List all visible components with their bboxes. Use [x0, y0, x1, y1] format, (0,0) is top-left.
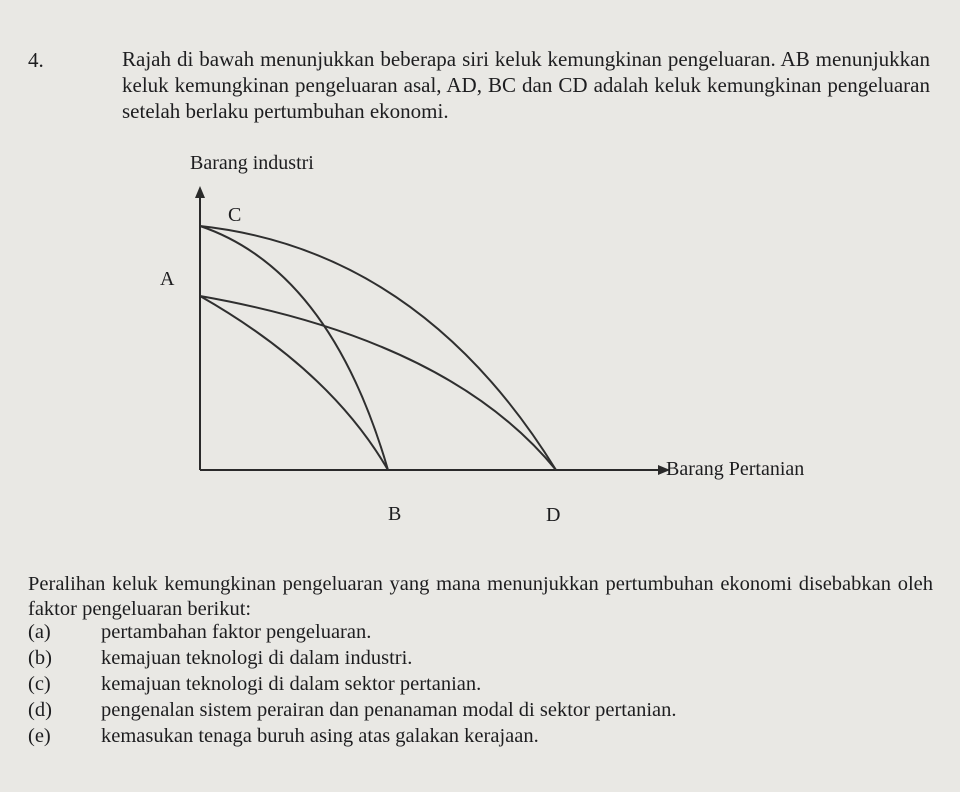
option-text: kemajuan teknologi di dalam sektor pertanian.	[101, 673, 482, 695]
curve-cb	[200, 226, 388, 470]
curve-ad	[200, 296, 556, 470]
y-axis-arrow	[195, 186, 205, 198]
option-text: pengenalan sistem perairan dan penanaman modal di sektor pertanian.	[101, 699, 677, 721]
y-axis-label: Barang industri	[190, 152, 314, 174]
option-label: (c)	[28, 673, 51, 695]
x-axis-label: Barang Pertanian	[666, 458, 805, 480]
question-number: 4.	[28, 48, 44, 72]
point-b-label: B	[388, 503, 402, 525]
curve-ab	[200, 296, 388, 470]
option-text: kemajuan teknologi di dalam industri.	[101, 647, 413, 669]
follow-up-text: Peralihan keluk kemungkinan pengeluaran yang mana menunjukkan pertumbuhan ekonomi disebabkan oleh faktor pengeluaran berikut:	[28, 573, 933, 620]
option-label: (e)	[28, 725, 51, 747]
question-intro: Rajah di bawah menunjukkan beberapa siri keluk kemungkinan pengeluaran. AB menunjukkan keluk kemungkinan pengeluaran asal, AD, BC dan CD adalah keluk kemungkinan pengeluaran setelah berlaku pertumbuhan ekonomi.	[122, 47, 930, 123]
point-d-label: D	[546, 504, 561, 526]
option-text: kemasukan tenaga buruh asing atas galakan kerajaan.	[101, 725, 539, 747]
option-text: pertambahan faktor pengeluaran.	[101, 621, 372, 643]
point-a-label: A	[160, 268, 175, 290]
curve-cd	[200, 226, 556, 470]
option-label: (b)	[28, 647, 52, 669]
option-label: (d)	[28, 699, 52, 721]
option-label: (a)	[28, 621, 51, 643]
point-c-label: C	[228, 204, 242, 226]
